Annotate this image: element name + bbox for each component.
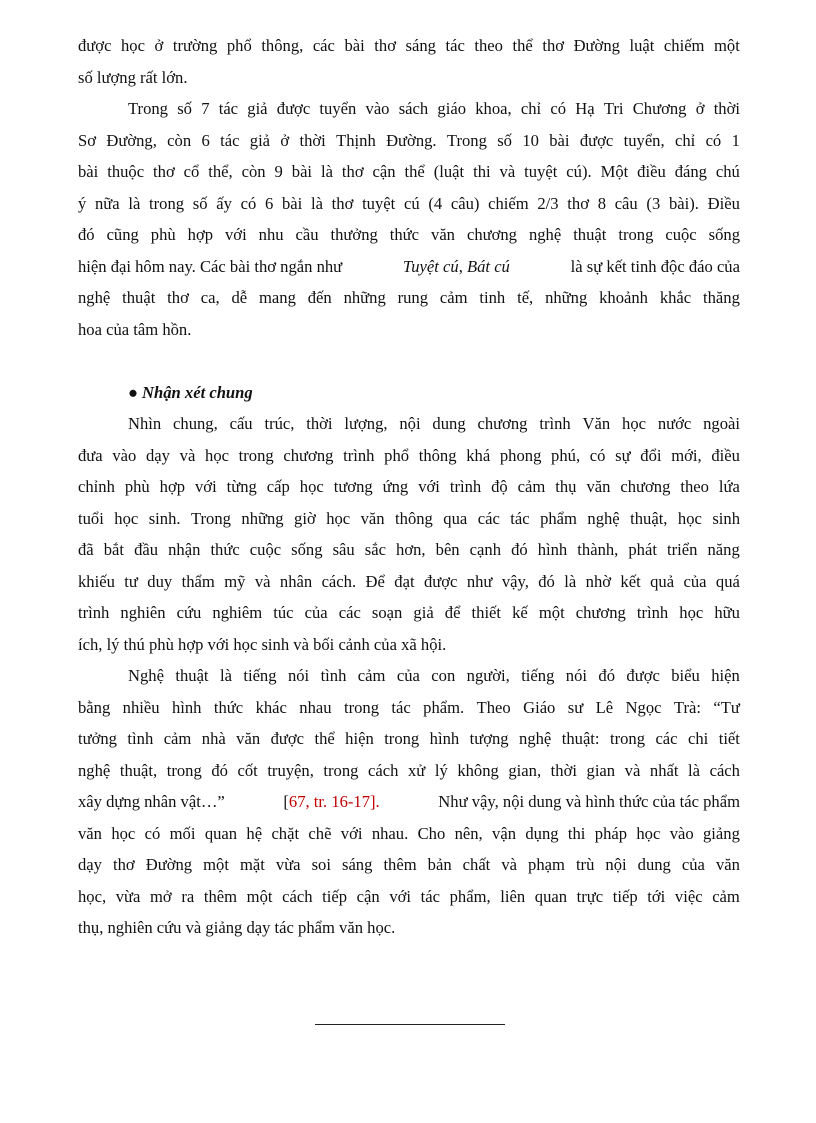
text-line: ý nữa là trong số ấy có 6 bài là thơ tuyệt cú (4 câu) chiếm 2/3 thơ 8 câu (3 bài). Điều [78, 193, 740, 213]
text-line: ích, lý thú phù hợp với học sinh và bối cảnh của xã hội. [78, 634, 447, 654]
text-line: thụ, nghiên cứu và giảng dạy tác phẩm văn học. [78, 918, 396, 937]
text-line: trình nghiên cứu nghiêm túc của các soạn giả để thiết kế một chương trình học hữu [78, 603, 740, 622]
text-line: văn học có mối quan hệ chặt chẽ với nhau. Cho nên, vận dụng thi pháp học vào giảng [78, 823, 740, 843]
text-line: số lượng rất lớn. [78, 67, 188, 87]
text-line: đưa vào dạy và học trong chương trình phổ thông khá phong phú, có sự đổi mới, điều [78, 445, 740, 465]
paragraph-art [78, 660, 740, 944]
text-line: tưởng tình cảm nhà văn được thể hiện trong hình tượng nghệ thuật: trong các chi tiết [78, 729, 740, 748]
text-line: khiếu tư duy thẩm mỹ và nhân cách. Để đạt được như vậy, đó là nhờ kết quả của quá [78, 571, 740, 591]
text-line: nghệ thuật, trong đó cốt truyện, trong cách xử lý không gian, thời gian và nhất là cách [78, 760, 740, 780]
text-fragment: hiện đại hôm nay. Các bài thơ ngắn như [78, 256, 343, 276]
bullet-icon: ● [128, 382, 139, 402]
section-heading [78, 377, 740, 409]
citation-bracket: [ [283, 792, 289, 811]
text-line: dạy thơ Đường một mặt vừa soi sáng thêm bản chất và phạm trù nội dung của văn [78, 855, 740, 874]
citation [283, 786, 379, 818]
text-line-with-italics [78, 251, 740, 283]
paragraph-continuation [78, 30, 740, 93]
text-line: được học ở trường phổ thông, các bài thơ sáng tác theo thể thơ Đường luật chiếm một [78, 36, 740, 55]
text-line: hoa của tâm hồn. [78, 319, 192, 339]
text-fragment: xây dựng nhân vật…” [78, 792, 225, 811]
footnote-separator [315, 1024, 505, 1025]
text-line-with-citation [78, 786, 740, 818]
text-line: Nhìn chung, cấu trúc, thời lượng, nội dung chương trình Văn học nước ngoài [128, 414, 740, 433]
text-line: Nghệ thuật là tiếng nói tình cảm của con người, tiếng nói đó được biểu hiện [128, 666, 740, 685]
text-line: bằng nhiều hình thức khác nhau trong tác phẩm. Theo Giáo sư Lê Ngọc Trà: “Tư [78, 697, 740, 717]
text-fragment: là sự kết tinh độc đáo của [570, 256, 740, 276]
text-fragment: Như vậy, nội dung và hình thức của tác phẩm [438, 792, 740, 811]
spacer [78, 345, 740, 377]
heading-text: Nhận xét chung [142, 382, 253, 402]
italic-term: Bát cú [467, 256, 510, 276]
text-line: tuổi học sinh. Trong những giờ học văn thông qua các tác phẩm nghệ thuật, học sinh [78, 508, 740, 528]
italic-term: Tuyệt cú [402, 256, 459, 276]
text-line: bài thuộc thơ cổ thể, còn 9 bài là thơ cận thể (luật thi và tuyệt cú). Một điều đáng chú [78, 162, 740, 181]
text-line: học, vừa mở ra thêm một cách tiếp cận với tác phẩm, liên quan trực tiếp tới việc cảm [78, 886, 740, 906]
paragraph-authors [78, 93, 740, 345]
document-page [78, 30, 740, 944]
comma: , [458, 256, 463, 276]
text-line: đã bắt đầu nhận thức cuộc sống sâu sắc hơn, bên cạnh đó hình thành, phát triển năng [78, 540, 740, 559]
citation-reference: 67, tr. 16-17]. [288, 792, 380, 811]
text-line: đó cũng phù hợp với nhu cầu thưởng thức văn chương nghệ thuật trong cuộc sống [78, 225, 740, 244]
text-line: chỉnh phù hợp với từng cấp học tương ứng với trình độ cảm thụ văn chương theo lứa [78, 477, 740, 496]
text-line: nghệ thuật thơ ca, dễ mang đến những rung cảm tinh tế, những khoảnh khắc thăng [78, 288, 740, 307]
text-line: Sơ Đường, còn 6 tác giả ở thời Thịnh Đường. Trong số 10 bài được tuyển, chỉ có 1 [78, 130, 740, 150]
italic-fragment [403, 251, 510, 283]
text-line: Trong số 7 tác giả được tuyển vào sách giáo khoa, chỉ có Hạ Tri Chương ở thời [128, 99, 740, 118]
paragraph-overview [78, 408, 740, 660]
